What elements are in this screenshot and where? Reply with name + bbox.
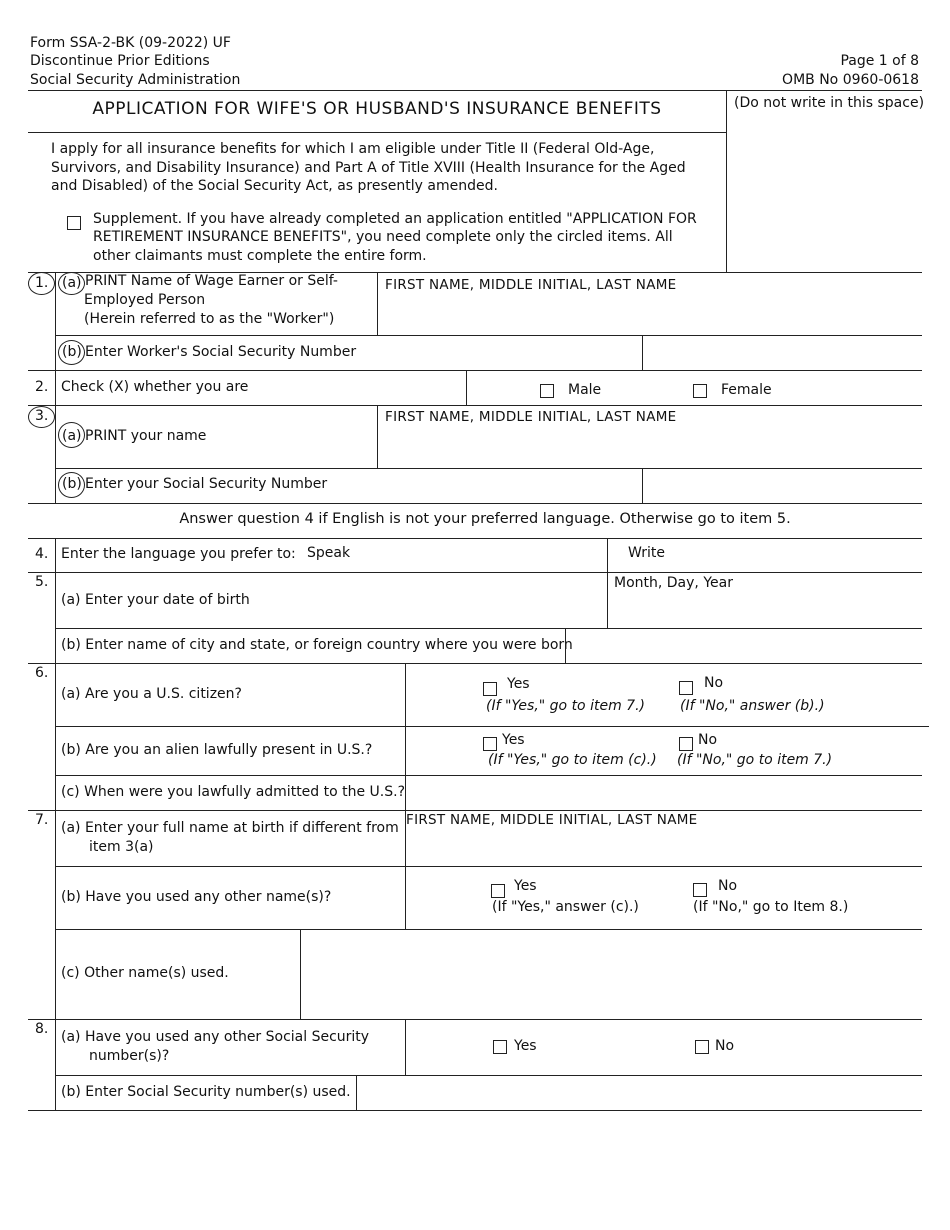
office-use-note: (Do not write in this space) bbox=[734, 95, 925, 111]
q2-label: Check (X) whether you are bbox=[61, 379, 249, 395]
divider bbox=[28, 405, 922, 406]
female-label: Female bbox=[721, 382, 772, 398]
supplement-text: other claimants must complete the entire form. bbox=[93, 248, 427, 264]
item-letter: (a) bbox=[62, 275, 82, 291]
worker-name-field[interactable] bbox=[378, 296, 922, 334]
skip-instruction: (If "Yes," answer (c).) bbox=[492, 899, 639, 915]
q7a-label: item 3(a) bbox=[89, 839, 154, 855]
item-number-2: 2. bbox=[35, 379, 49, 395]
item-number-3: 3. bbox=[35, 408, 49, 424]
other-names-yes-checkbox[interactable] bbox=[491, 884, 505, 898]
item-number-7: 7. bbox=[35, 812, 49, 828]
divider bbox=[28, 503, 922, 504]
name-format-hint: FIRST NAME, MIDDLE INITIAL, LAST NAME bbox=[406, 812, 698, 828]
divider bbox=[55, 538, 56, 1110]
skip-instruction: (If "No," go to Item 8.) bbox=[693, 899, 849, 915]
speak-language-field[interactable] bbox=[360, 540, 606, 572]
divider bbox=[55, 866, 922, 867]
name-format-hint: FIRST NAME, MIDDLE INITIAL, LAST NAME bbox=[385, 277, 677, 293]
item-letter: (b) bbox=[62, 476, 82, 492]
write-label: Write bbox=[628, 545, 665, 561]
form-title: APPLICATION FOR WIFE'S OR HUSBAND'S INSURANCE BENEFITS bbox=[92, 99, 662, 119]
omb-number: OMB No 0960-0618 bbox=[782, 72, 919, 88]
your-name-field[interactable] bbox=[378, 428, 922, 467]
citizen-no-checkbox[interactable] bbox=[679, 681, 693, 695]
divider bbox=[28, 1019, 922, 1020]
other-ssn-yes-checkbox[interactable] bbox=[493, 1040, 507, 1054]
q8a-label: (a) Have you used any other Social Security bbox=[61, 1029, 370, 1045]
page-number: Page 1 of 8 bbox=[840, 53, 919, 69]
item-number-6: 6. bbox=[35, 665, 49, 681]
discontinue-note: Discontinue Prior Editions bbox=[30, 53, 210, 69]
q3a-label: PRINT your name bbox=[85, 428, 207, 444]
q6a-label: (a) Are you a U.S. citizen? bbox=[61, 686, 242, 702]
skip-instruction: (If "Yes," go to item 7.) bbox=[486, 698, 645, 714]
q8a-label: number(s)? bbox=[89, 1048, 170, 1064]
date-format-hint: Month, Day, Year bbox=[614, 575, 733, 591]
q3b-label: Enter your Social Security Number bbox=[85, 476, 328, 492]
intro-text: Survivors, and Disability Insurance) and Part A of Title XVIII (Health Insurance for the Aged bbox=[51, 160, 686, 176]
other-ssn-field[interactable] bbox=[357, 1076, 922, 1110]
divider bbox=[405, 1019, 406, 1075]
q5a-label: (a) Enter your date of birth bbox=[61, 592, 250, 608]
item-number-8: 8. bbox=[35, 1021, 49, 1037]
yes-label: Yes bbox=[514, 1038, 537, 1054]
male-checkbox[interactable] bbox=[540, 384, 554, 398]
male-label: Male bbox=[568, 382, 602, 398]
yes-label: Yes bbox=[507, 676, 530, 692]
item-number-4: 4. bbox=[35, 546, 49, 562]
divider bbox=[28, 132, 726, 133]
skip-instruction: (If "Yes," go to item (c).) bbox=[488, 752, 657, 768]
birth-name-field[interactable] bbox=[406, 831, 922, 866]
other-names-field[interactable] bbox=[301, 930, 922, 1019]
divider bbox=[55, 726, 929, 727]
divider bbox=[28, 663, 922, 664]
q1a-label: PRINT Name of Wage Earner or Self- bbox=[85, 273, 338, 289]
speak-label: Speak bbox=[307, 545, 351, 561]
q7c-label: (c) Other name(s) used. bbox=[61, 965, 229, 981]
date-of-birth-field[interactable] bbox=[608, 594, 921, 627]
no-label: No bbox=[715, 1038, 735, 1054]
supplement-text: RETIREMENT INSURANCE BENEFITS", you need complete only the circled items. All bbox=[93, 229, 673, 245]
female-checkbox[interactable] bbox=[693, 384, 707, 398]
q4-label: Enter the language you prefer to: bbox=[61, 546, 296, 562]
agency-name: Social Security Administration bbox=[30, 72, 241, 88]
alien-no-checkbox[interactable] bbox=[679, 737, 693, 751]
q1b-label: Enter Worker's Social Security Number bbox=[85, 344, 357, 360]
supplement-checkbox[interactable] bbox=[67, 216, 81, 230]
other-names-no-checkbox[interactable] bbox=[693, 883, 707, 897]
q7a-label: (a) Enter your full name at birth if different from bbox=[61, 820, 399, 836]
q7b-label: (b) Have you used any other name(s)? bbox=[61, 889, 332, 905]
intro-text: I apply for all insurance benefits for which I am eligible under Title II (Federal Old-Age, bbox=[51, 141, 655, 157]
write-language-field[interactable] bbox=[675, 540, 921, 572]
no-label: No bbox=[704, 675, 724, 691]
other-ssn-no-checkbox[interactable] bbox=[695, 1040, 709, 1054]
skip-instruction: (If "No," answer (b).) bbox=[680, 698, 825, 714]
skip-instruction: (If "No," go to item 7.) bbox=[677, 752, 833, 768]
no-label: No bbox=[698, 732, 718, 748]
q5b-label: (b) Enter name of city and state, or foreign country where you were born bbox=[61, 637, 573, 653]
q6b-label: (b) Are you an alien lawfully present in U.S.? bbox=[61, 742, 373, 758]
divider bbox=[28, 572, 922, 573]
birthplace-field[interactable] bbox=[566, 629, 922, 663]
admission-date-field[interactable] bbox=[406, 776, 922, 810]
q6c-label: (c) When were you lawfully admitted to the U.S.? bbox=[61, 784, 406, 800]
item-number-1: 1. bbox=[35, 275, 49, 291]
no-label: No bbox=[718, 878, 738, 894]
divider bbox=[28, 370, 922, 371]
q8b-label: (b) Enter Social Security number(s) used. bbox=[61, 1084, 351, 1100]
worker-ssn-field[interactable] bbox=[643, 336, 922, 370]
q1a-label: (Herein referred to as the "Worker") bbox=[84, 311, 335, 327]
item-letter: (a) bbox=[62, 428, 82, 444]
item-letter: (b) bbox=[62, 344, 82, 360]
alien-yes-checkbox[interactable] bbox=[483, 737, 497, 751]
citizen-yes-checkbox[interactable] bbox=[483, 682, 497, 696]
divider bbox=[28, 90, 922, 91]
form-number: Form SSA-2-BK (09-2022) UF bbox=[30, 35, 231, 51]
language-instruction: Answer question 4 if English is not your preferred language. Otherwise go to item 5. bbox=[179, 511, 791, 527]
supplement-text: Supplement. If you have already completed an application entitled "APPLICATION FOR bbox=[93, 211, 697, 227]
divider bbox=[466, 370, 467, 405]
divider bbox=[726, 90, 727, 272]
name-format-hint: FIRST NAME, MIDDLE INITIAL, LAST NAME bbox=[385, 409, 677, 425]
yes-label: Yes bbox=[514, 878, 537, 894]
intro-text: and Disabled) of the Social Security Act, as presently amended. bbox=[51, 178, 498, 194]
item-number-5: 5. bbox=[35, 574, 49, 590]
yes-label: Yes bbox=[502, 732, 525, 748]
divider bbox=[28, 538, 922, 539]
your-ssn-field[interactable] bbox=[643, 469, 922, 503]
divider bbox=[28, 1110, 922, 1111]
q1a-label: Employed Person bbox=[84, 292, 206, 308]
